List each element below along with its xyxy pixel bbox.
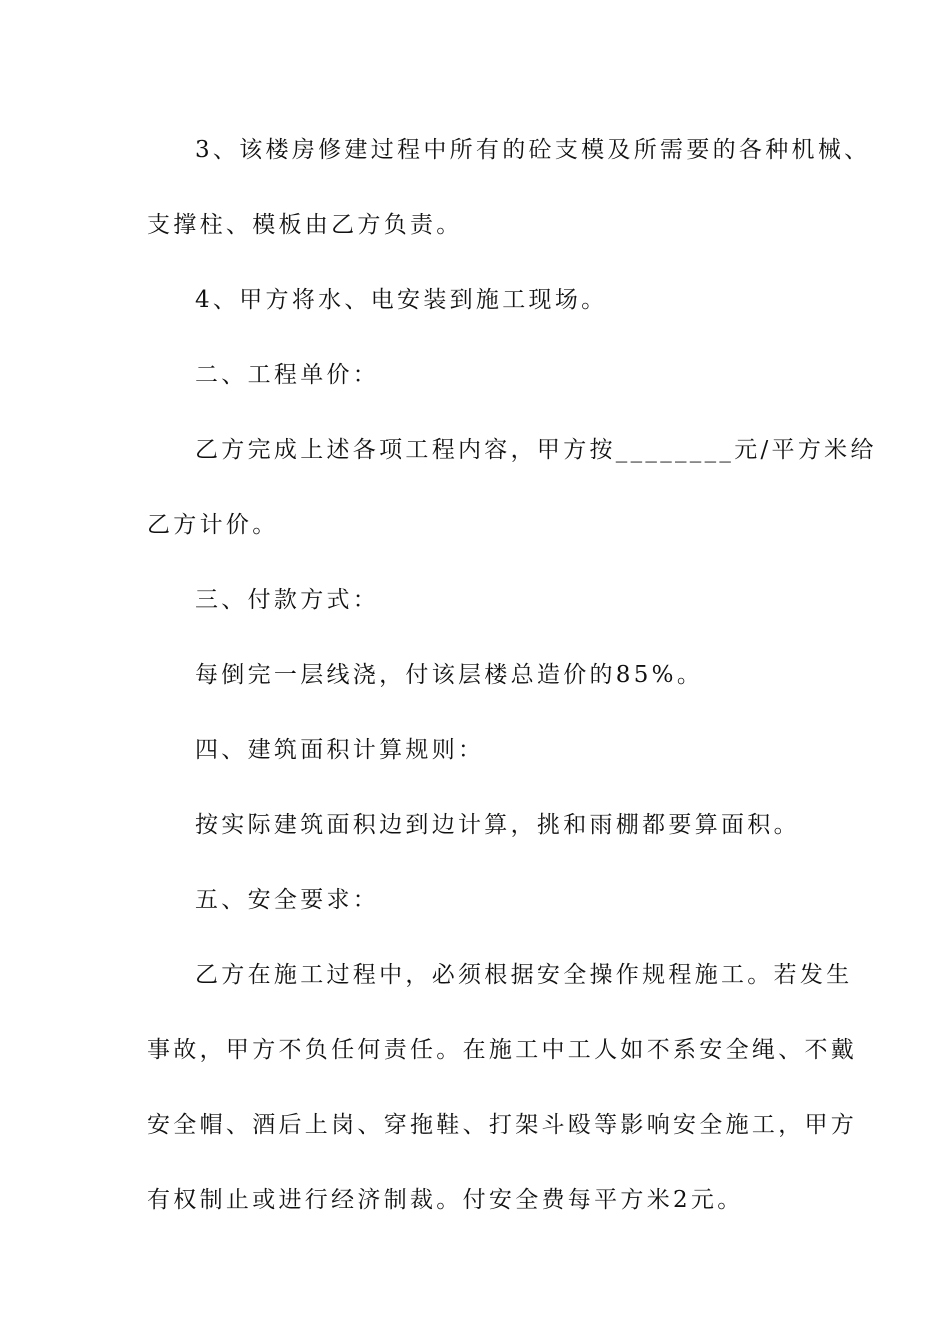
section-heading-payment: 三、付款方式： <box>195 587 380 613</box>
area-rules-text: 按实际建筑面积边到边计算，挑和雨棚都要算面积。 <box>195 812 800 838</box>
safety-line-1: 乙方在施工过程中，必须根据安全操作规程施工。若发生 <box>195 962 853 988</box>
safety-line-2: 事故，甲方不负任何责任。在施工中工人如不系安全绳、不戴 <box>147 1037 858 1063</box>
section-heading-area-rules: 四、建筑面积计算规则： <box>195 737 485 763</box>
unit-price-line-1: 乙方完成上述各项工程内容，甲方按________元/平方米给 <box>195 437 877 463</box>
clause-3-line-2: 支撑柱、模板由乙方负责。 <box>147 212 463 238</box>
clause-4-text: 4、甲方将水、电安装到施工现场。 <box>195 287 608 313</box>
clause-3-line-1: 3、该楼房修建过程中所有的砼支模及所需要的各种机械、 <box>195 137 871 163</box>
section-heading-unit-price: 二、工程单价： <box>195 362 380 388</box>
unit-price-line-2: 乙方计价。 <box>147 512 279 538</box>
safety-line-4: 有权制止或进行经济制裁。付安全费每平方米2元。 <box>147 1187 744 1213</box>
section-heading-safety: 五、安全要求： <box>195 887 380 913</box>
payment-text: 每倒完一层线浇，付该层楼总造价的85%。 <box>195 662 704 688</box>
safety-line-3: 安全帽、酒后上岗、穿拖鞋、打架斗殴等影响安全施工，甲方 <box>147 1112 858 1138</box>
